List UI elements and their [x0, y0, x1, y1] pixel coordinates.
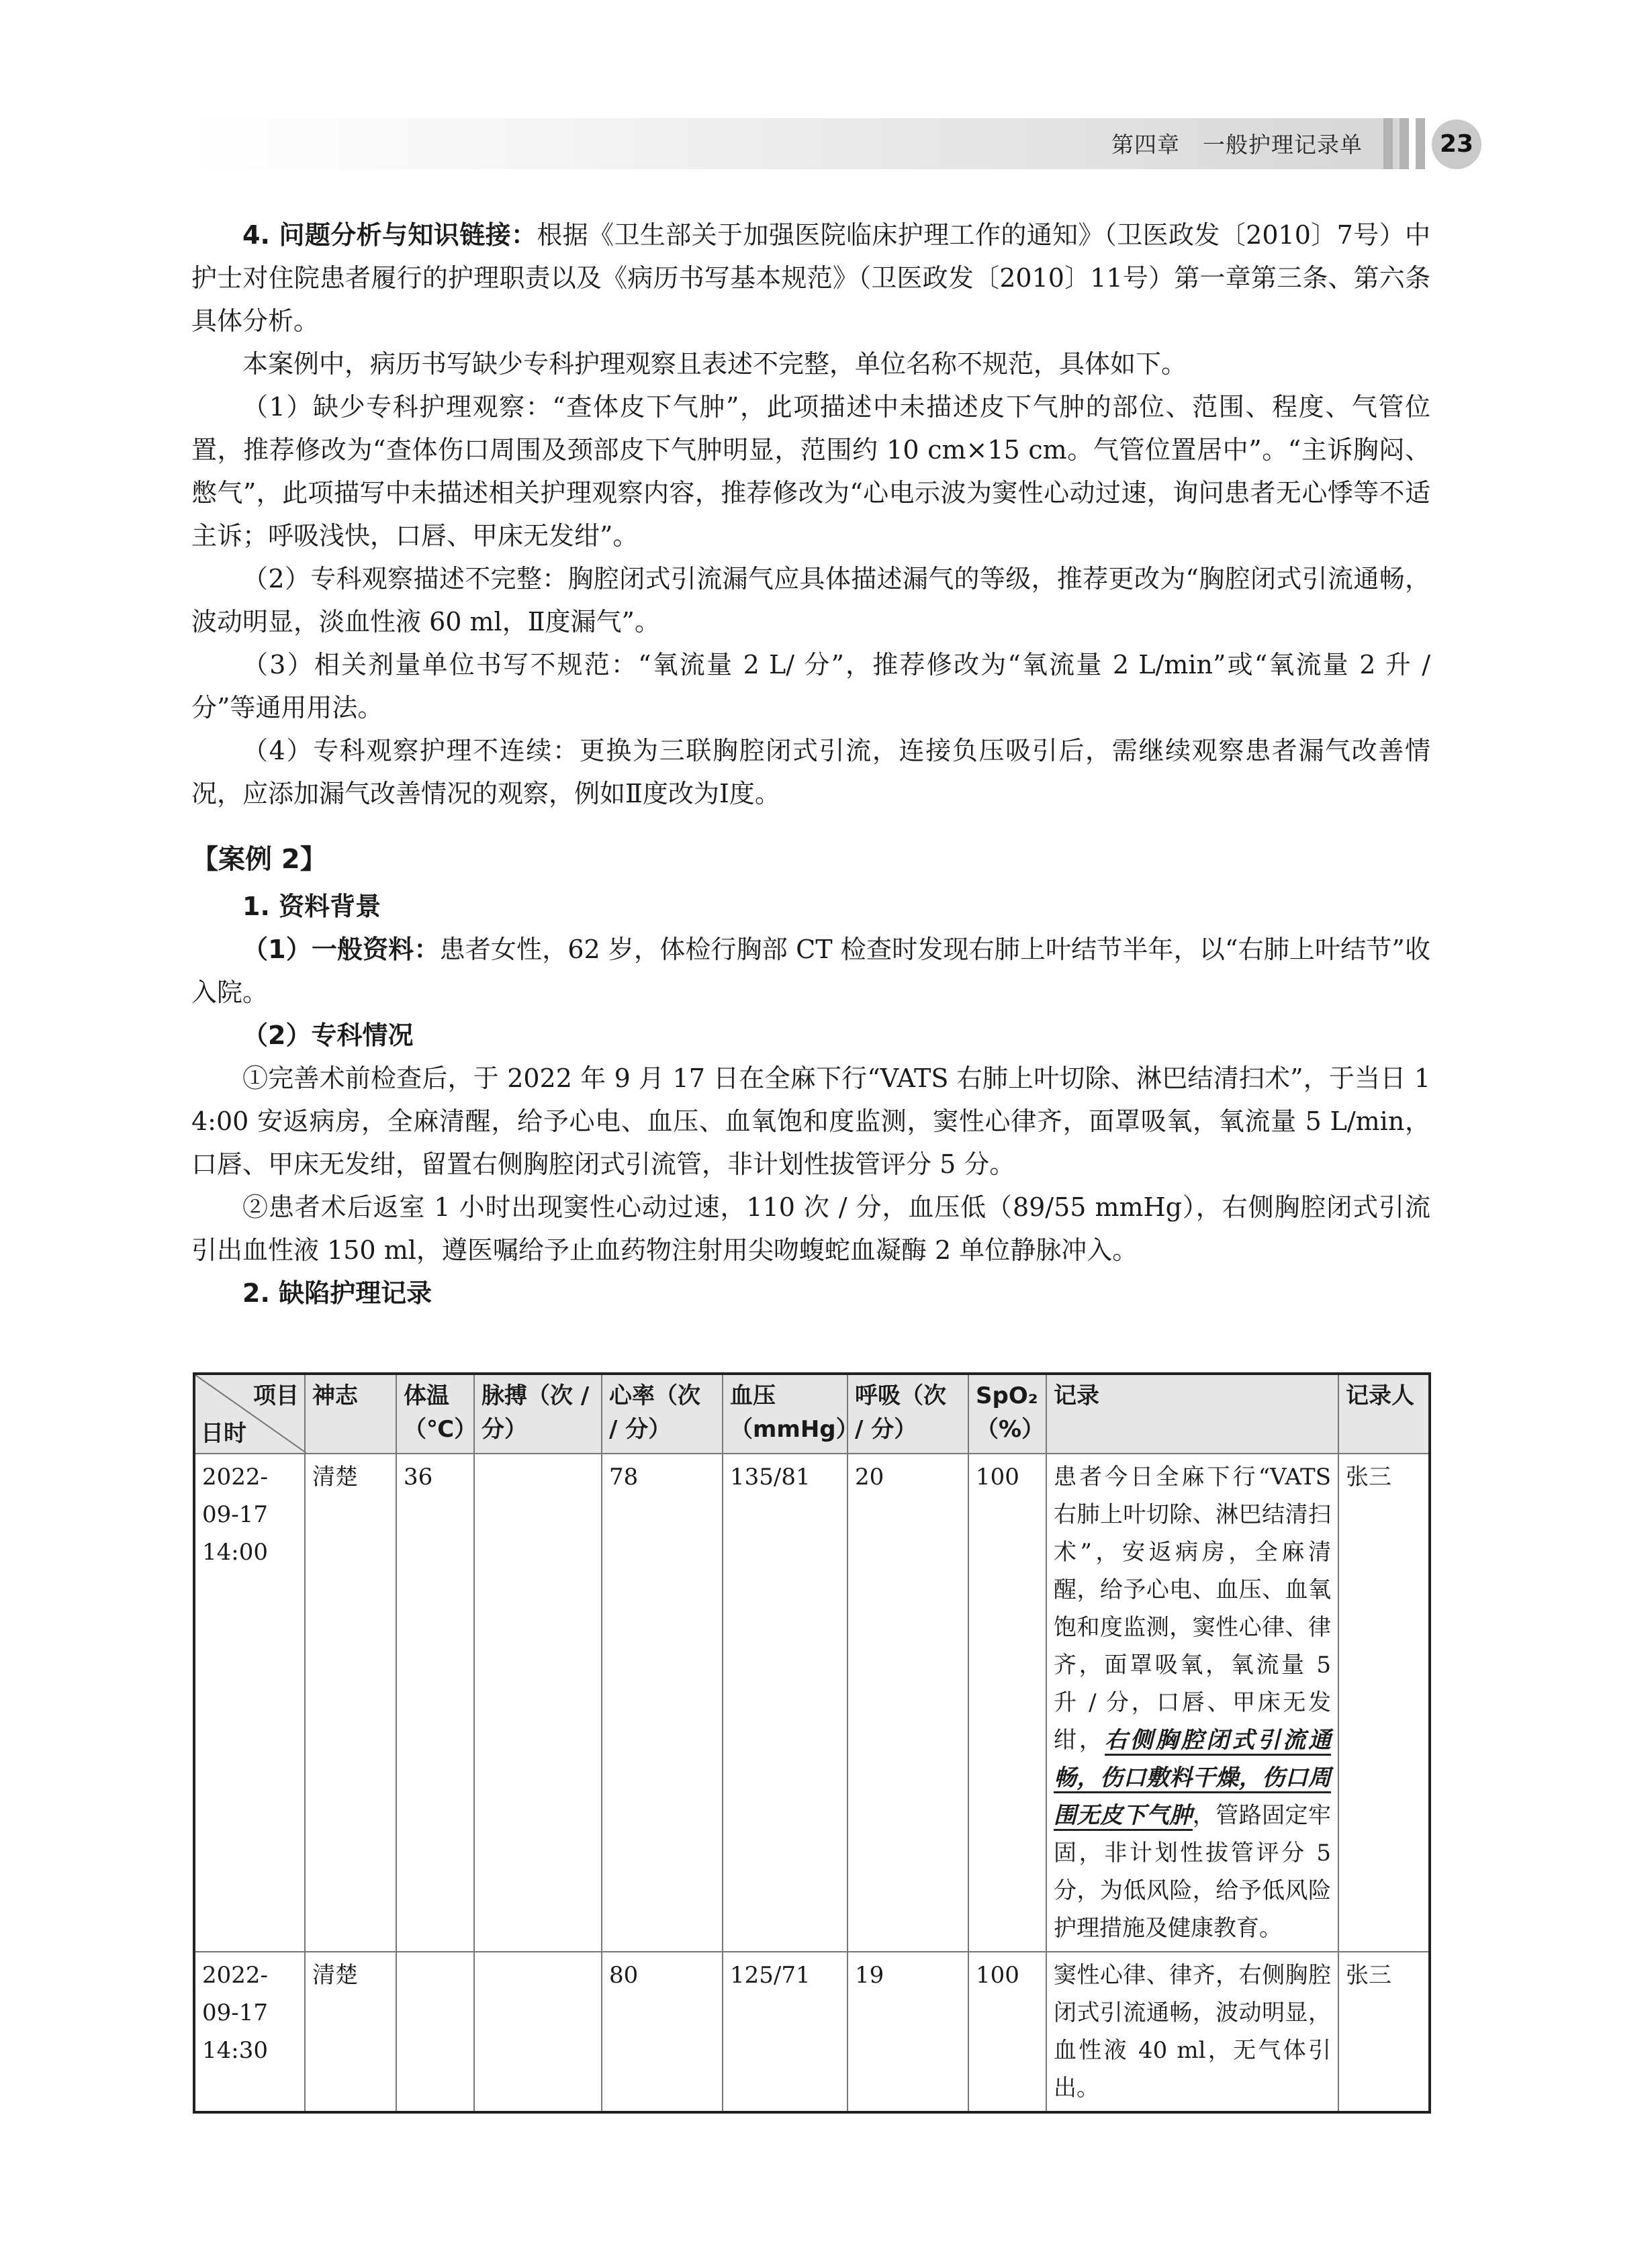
- cell-temp: [396, 1952, 474, 2112]
- analysis-point-1: （1）缺少专科护理观察：“查体皮下气肿”，此项描述中未描述皮下气肿的部位、范围、程度、气管位置，推荐修改为“查体伤口周围及颈部皮下气肿明显，范围约 10 cm×15 cm。气管位置居中”。“主诉胸闷、憋气”，此项描写中未描述相关护理观察内容，推荐修改为“心电示波为窦性心动过速，询问患者无心悸等不适主诉；呼吸浅快，口唇、甲床无发绀”。: [191, 392, 1430, 551]
- cell-datetime: 2022-09-17 14:00: [194, 1454, 305, 1952]
- header-pulse: 脉搏（次 / 分）: [474, 1374, 602, 1454]
- analysis-point-3: （3）相关剂量单位书写不规范：“氧流量 2 L/ 分”，推荐修改为“氧流量 2 L/min”或“氧流量 2 升 / 分”等通用用法。: [191, 650, 1430, 722]
- case-2-title: 【案例 2】: [191, 844, 327, 875]
- header-cell-item-date: [194, 1374, 305, 1454]
- header-consciousness: 神志: [305, 1374, 396, 1454]
- cell-spo2: 100: [968, 1454, 1046, 1952]
- header-record: 记录: [1046, 1374, 1338, 1454]
- header-item: 项目: [253, 1382, 299, 1409]
- cell-record: 患者今日全麻下行“VATS 右肺上叶切除、淋巴结清扫术”，安返病房，全麻清醒，给予心电、血压、血氧饱和度监测，窦性心律、律齐，面罩吸氧，氧流量 5 升 / 分，口唇、甲床无发绀，右侧胸腔闭式引流通畅，伤口敷料干燥，伤口周围无皮下气肿，管路固定牢固，非计划性拔管评分 5 分，为低风险，给予低风险护理措施及健康教育。: [1046, 1454, 1338, 1952]
- cell-record: 窦性心律、律齐，右侧胸腔闭式引流通畅，波动明显，血性液 40 ml，无气体引出。: [1046, 1952, 1338, 2112]
- cell-recorder: 张三: [1338, 1454, 1430, 1952]
- nursing-record-table: [193, 1372, 1431, 2114]
- header-resp: 呼吸（次 / 分）: [847, 1374, 968, 1454]
- cell-datetime: 2022-09-17 14:30: [194, 1952, 305, 2112]
- cell-pulse: [474, 1952, 602, 2112]
- cell-temp: 36: [396, 1454, 474, 1952]
- analysis-point-2: （2）专科观察描述不完整：胸腔闭式引流漏气应具体描述漏气的等级，推荐更改为“胸腔闭式引流通畅，波动明显，淡血性液 60 ml，Ⅱ度漏气”。: [191, 564, 1430, 636]
- cell-bp: 125/71: [723, 1952, 847, 2112]
- header-recorder: 记录人: [1338, 1374, 1430, 1454]
- header-date: 日时: [201, 1420, 246, 1447]
- cell-consciousness: 清楚: [305, 1952, 396, 2112]
- cell-consciousness: 清楚: [305, 1454, 396, 1952]
- cell-bp: 135/81: [723, 1454, 847, 1952]
- table-row: [194, 1454, 1430, 1952]
- special-heading: （2）专科情况: [242, 1021, 414, 1050]
- page-content: [191, 214, 1430, 1315]
- page-number: 23: [1432, 120, 1481, 169]
- cell-resp: 19: [847, 1952, 968, 2112]
- header-heart-rate: 心率（次 / 分）: [602, 1374, 723, 1454]
- header-temp: 体温（℃）: [396, 1374, 474, 1454]
- header-spo2: SpO₂（%）: [968, 1374, 1046, 1454]
- record-emphasis: 右侧胸腔闭式引流通畅，伤口敷料干燥，伤口周围无皮下气肿: [1054, 1727, 1331, 1831]
- general-info-label: （1）一般资料：: [242, 935, 440, 964]
- cell-recorder: 张三: [1338, 1952, 1430, 2112]
- cell-spo2: 100: [968, 1952, 1046, 2112]
- analysis-heading: 4. 问题分析与知识链接：: [242, 220, 537, 250]
- cell-resp: 20: [847, 1454, 968, 1952]
- special-item-2: ②患者术后返室 1 小时出现窦性心动过速，110 次 / 分，血压低（89/55 mmHg），右侧胸腔闭式引流引出血性液 150 ml，遵医嘱给予止血药物注射用尖吻蝮蛇血凝酶 2 单位静脉冲入。: [191, 1192, 1430, 1265]
- special-item-1: ①完善术前检查后，于 2022 年 9 月 17 日在全麻下行“VATS 右肺上叶切除、淋巴结清扫术”，于当日 14:00 安返病房，全麻清醒，给予心电、血压、血氧饱和度监测，窦性心律齐，面罩吸氧，氧流量 5 L/min，口唇、甲床无发绀，留置右侧胸腔闭式引流管，非计划性拔管评分 5 分。: [191, 1064, 1430, 1179]
- cell-heart-rate: 78: [602, 1454, 723, 1952]
- analysis-point-4: （4）专科观察护理不连续：更换为三联胸腔闭式引流，连接负压吸引后，需继续观察患者漏气改善情况，应添加漏气改善情况的观察，例如Ⅱ度改为Ⅰ度。: [191, 736, 1430, 808]
- header-bp: 血压（mmHg）: [723, 1374, 847, 1454]
- general-info: （1）一般资料：患者女性，62 岁，体检行胸部 CT 检查时发现右肺上叶结节半年，以“右肺上叶结节”收入院。: [191, 935, 1430, 1007]
- table-header-row: [194, 1374, 1430, 1454]
- analysis-summary: 本案例中，病历书写缺少专科护理观察且表述不完整，单位名称不规范，具体如下。: [242, 349, 1187, 379]
- defect-record-heading: 2. 缺陷护理记录: [242, 1278, 432, 1308]
- background-heading: 1. 资料背景: [242, 892, 381, 921]
- chapter-title: 第四章 一般护理记录单: [1111, 132, 1363, 158]
- cell-heart-rate: 80: [602, 1952, 723, 2112]
- table-row: [194, 1952, 1430, 2112]
- analysis-intro: 4. 问题分析与知识链接：根据《卫生部关于加强医院临床护理工作的通知》（卫医政发〔2010〕7号）中护士对住院患者履行的护理职责以及《病历书写基本规范》（卫医政发〔2010〕11号）第一章第三条、第六条具体分析。: [191, 220, 1430, 336]
- cell-pulse: [474, 1454, 602, 1952]
